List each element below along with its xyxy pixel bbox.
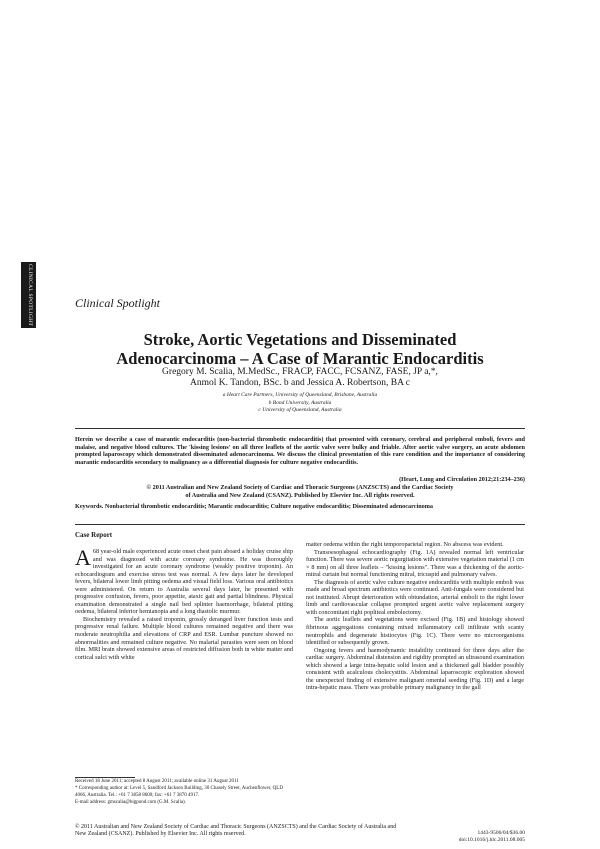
keywords-label: Keywords. — [75, 503, 104, 510]
keywords-list: Nonbacterial thrombotic endocarditis; Marantic endocarditis; Culture negative endocarditis; Disseminated adenocarcinoma — [104, 503, 433, 510]
email-note: E-mail address: gmscalia@bigpond.com (G.M. Scalia). — [75, 800, 186, 806]
paragraph-text: 68 year-old male experienced acute onset chest pain aboard a holiday cruise ship and was diagnosed with acute coronary syndrome. He was thoroughly investigated for an acute coronary syndrome (weakly positive troponin). An echocardiogram and exercise stress test was normal. A few days later he developed fevers, bilateral lower limb pitting oedema and visual field loss. Various oral antibiotics were administered. On return to Australia several days later, he presented with progressive confusion, fevers, poor appetite, ataxic gait and partial blindness. Physical examination demonstrated a single nail bed splinter haemorrhage, bilateral pitting oedema, bilateral inferior hemianopia and a long diastolic murmur. — [75, 548, 293, 616]
abstract: Herein we describe a case of marantic endocarditis (non-bacterial thrombotic endocarditis) that presented with coronary, cerebral and peripheral emboli, fevers and malaise, and negative blood cultures. The 'kissing lesions' on all three leaflets of the aortic valve were bulky and friable. After aortic valve surgery, an acute abdomen prompted laparoscopy which demonstrated disseminated adenocarcinoma. We discuss the clinical presentation of this rare condition and the importance of considering marantic endocarditis secondary to malignancy as a differential diagnosis for culture negative endocarditis. — [75, 436, 525, 466]
authors — [60, 367, 540, 389]
right-column — [306, 541, 524, 692]
authors-line-1: Gregory M. Scalia, M.MedSc., FRACP, FACC, FCSANZ, FASE, JP a,*, — [162, 367, 438, 377]
authors-line-2: Anmol K. Tandon, BSc. b and Jessica A. Robertson, BA c — [189, 378, 411, 388]
left-column — [75, 545, 293, 661]
paragraph — [75, 545, 293, 616]
copyright-line-1: © 2011 Australian and New Zealand Society of Cardiac and Thoracic Surgeons (ANZSCTS) and the Cardiac Society — [146, 484, 454, 491]
footnotes — [75, 779, 293, 808]
paragraph: Biochemistry revealed a raised troponin, grossly deranged liver function tests and progressive renal failure. Multiple blood cultures remained negative and there was moderate neutrophilia and elevations of CRP and ESR. Lumbar puncture showed no abnormalities and remained culture negative. No malarial parasites were seen on blood film. MRI brain showed extensive areas of restricted diffusion both in white matter and cortical sulci with white — [75, 615, 293, 661]
paragraph: matter oedema within the right temporoparietal region. No abscess was evident. — [306, 541, 504, 548]
paragraph: The aortic leaflets and vegetations were excised (Fig. 1B) and histology showed fibrinous aggregations containing mixed inflammatory cell infiltrate with scanty neutrophils and degenerate histiocytes (Fig. 1C). There were no microorganisms identified or subsequently grown. — [306, 616, 524, 647]
received-note: Received 18 June 2011; accepted 8 August 2011; available online 31 August 2011 — [75, 779, 239, 784]
divider-top — [75, 428, 525, 429]
section-label: Clinical Spotlight — [75, 296, 161, 310]
paragraph: Ongoing fevers and haemodynamic instability continued for three days after the cardiac surgery. Abdominal distension and rigidity prompted an ultrasound examination which showed a large intra-hepatic solid lesion and a thickened gall bladder possibly consistent with acalculous cholecystitis. Abdominal laparoscopic exploration showed the unexpected finding of extensive malignant omental seeding (Fig. 1D) and a large intra-hepatic mass. There was probable primary malignancy in the gall — [306, 646, 524, 692]
corresponding-note: * Corresponding author at: Level 5, Sandford Jackson Building, 30 Chasely Street, Auchenflower, QLD 4066, Australia. Tel.: +61 7 3858 8600; fax: +61 7 3870 4917. — [75, 786, 283, 798]
affiliations — [60, 392, 540, 415]
copyright-line-2: of Australia and New Zealand (CSANZ). Published by Elsevier Inc. All rights reserved. — [185, 491, 415, 499]
title-line-2: Adenocarcinoma – A Case of Marantic Endocarditis — [116, 349, 484, 368]
case-report-heading: Case Report — [75, 531, 113, 539]
article-title — [60, 330, 540, 368]
doi: doi:10.1016/j.hlc.2011.08.005 — [458, 837, 525, 843]
divider-bottom — [75, 524, 525, 525]
section-side-tab — [21, 262, 36, 328]
affiliation-c: c University of Queensland, Australia — [258, 407, 342, 413]
keywords — [75, 503, 525, 511]
abstract-copyright — [75, 484, 525, 499]
side-tab-label: CLINICAL SPOTLIGHT — [27, 264, 33, 327]
bottom-copyright: © 2011 Australian and New Zealand Society of Cardiac and Thoracic Surgeons (ANZSCTS) and the Cardiac Society of Australia and New Zealand (CSANZ). Published by Elsevier Inc. All rights reserved. — [75, 824, 397, 837]
publication-ids — [440, 830, 525, 844]
footnote-divider — [75, 777, 135, 778]
paragraph: Transoesophageal echocardiography (Fig. 1A) revealed normal left ventricular function. There was severe aortic regurgitation with extensive vegetation material (1 cm × 8 mm) on all three leaflets – "kissing lesions". There was a thickening of the aortic-mitral curtain but normal functioning mitral, tricuspid and pulmonary valves. — [306, 548, 524, 579]
title-line-1: Stroke, Aortic Vegetations and Disseminated — [143, 330, 457, 349]
citation: (Heart, Lung and Circulation 2012;21:234–236) — [399, 476, 525, 483]
affiliation-a: a Heart Care Partners, University of Queensland, Brisbane, Australia — [222, 392, 378, 398]
issn: 1443-9506/04/$36.00 — [477, 830, 525, 836]
paragraph: The diagnosis of aortic valve culture negative endocarditis with multiple emboli was made and broad spectrum antibiotics were continued. Anti-fungals were considered but not instituted. Abrupt deterioration with obtundation, arterial emboli to the right lower limb and cardiovascular collapse prompted urgent aortic valve replacement surgery with concomitant right popliteal embolectomy. — [306, 578, 524, 616]
affiliation-b: b Bond University, Australia — [268, 399, 332, 406]
drop-cap: A — [75, 545, 91, 570]
